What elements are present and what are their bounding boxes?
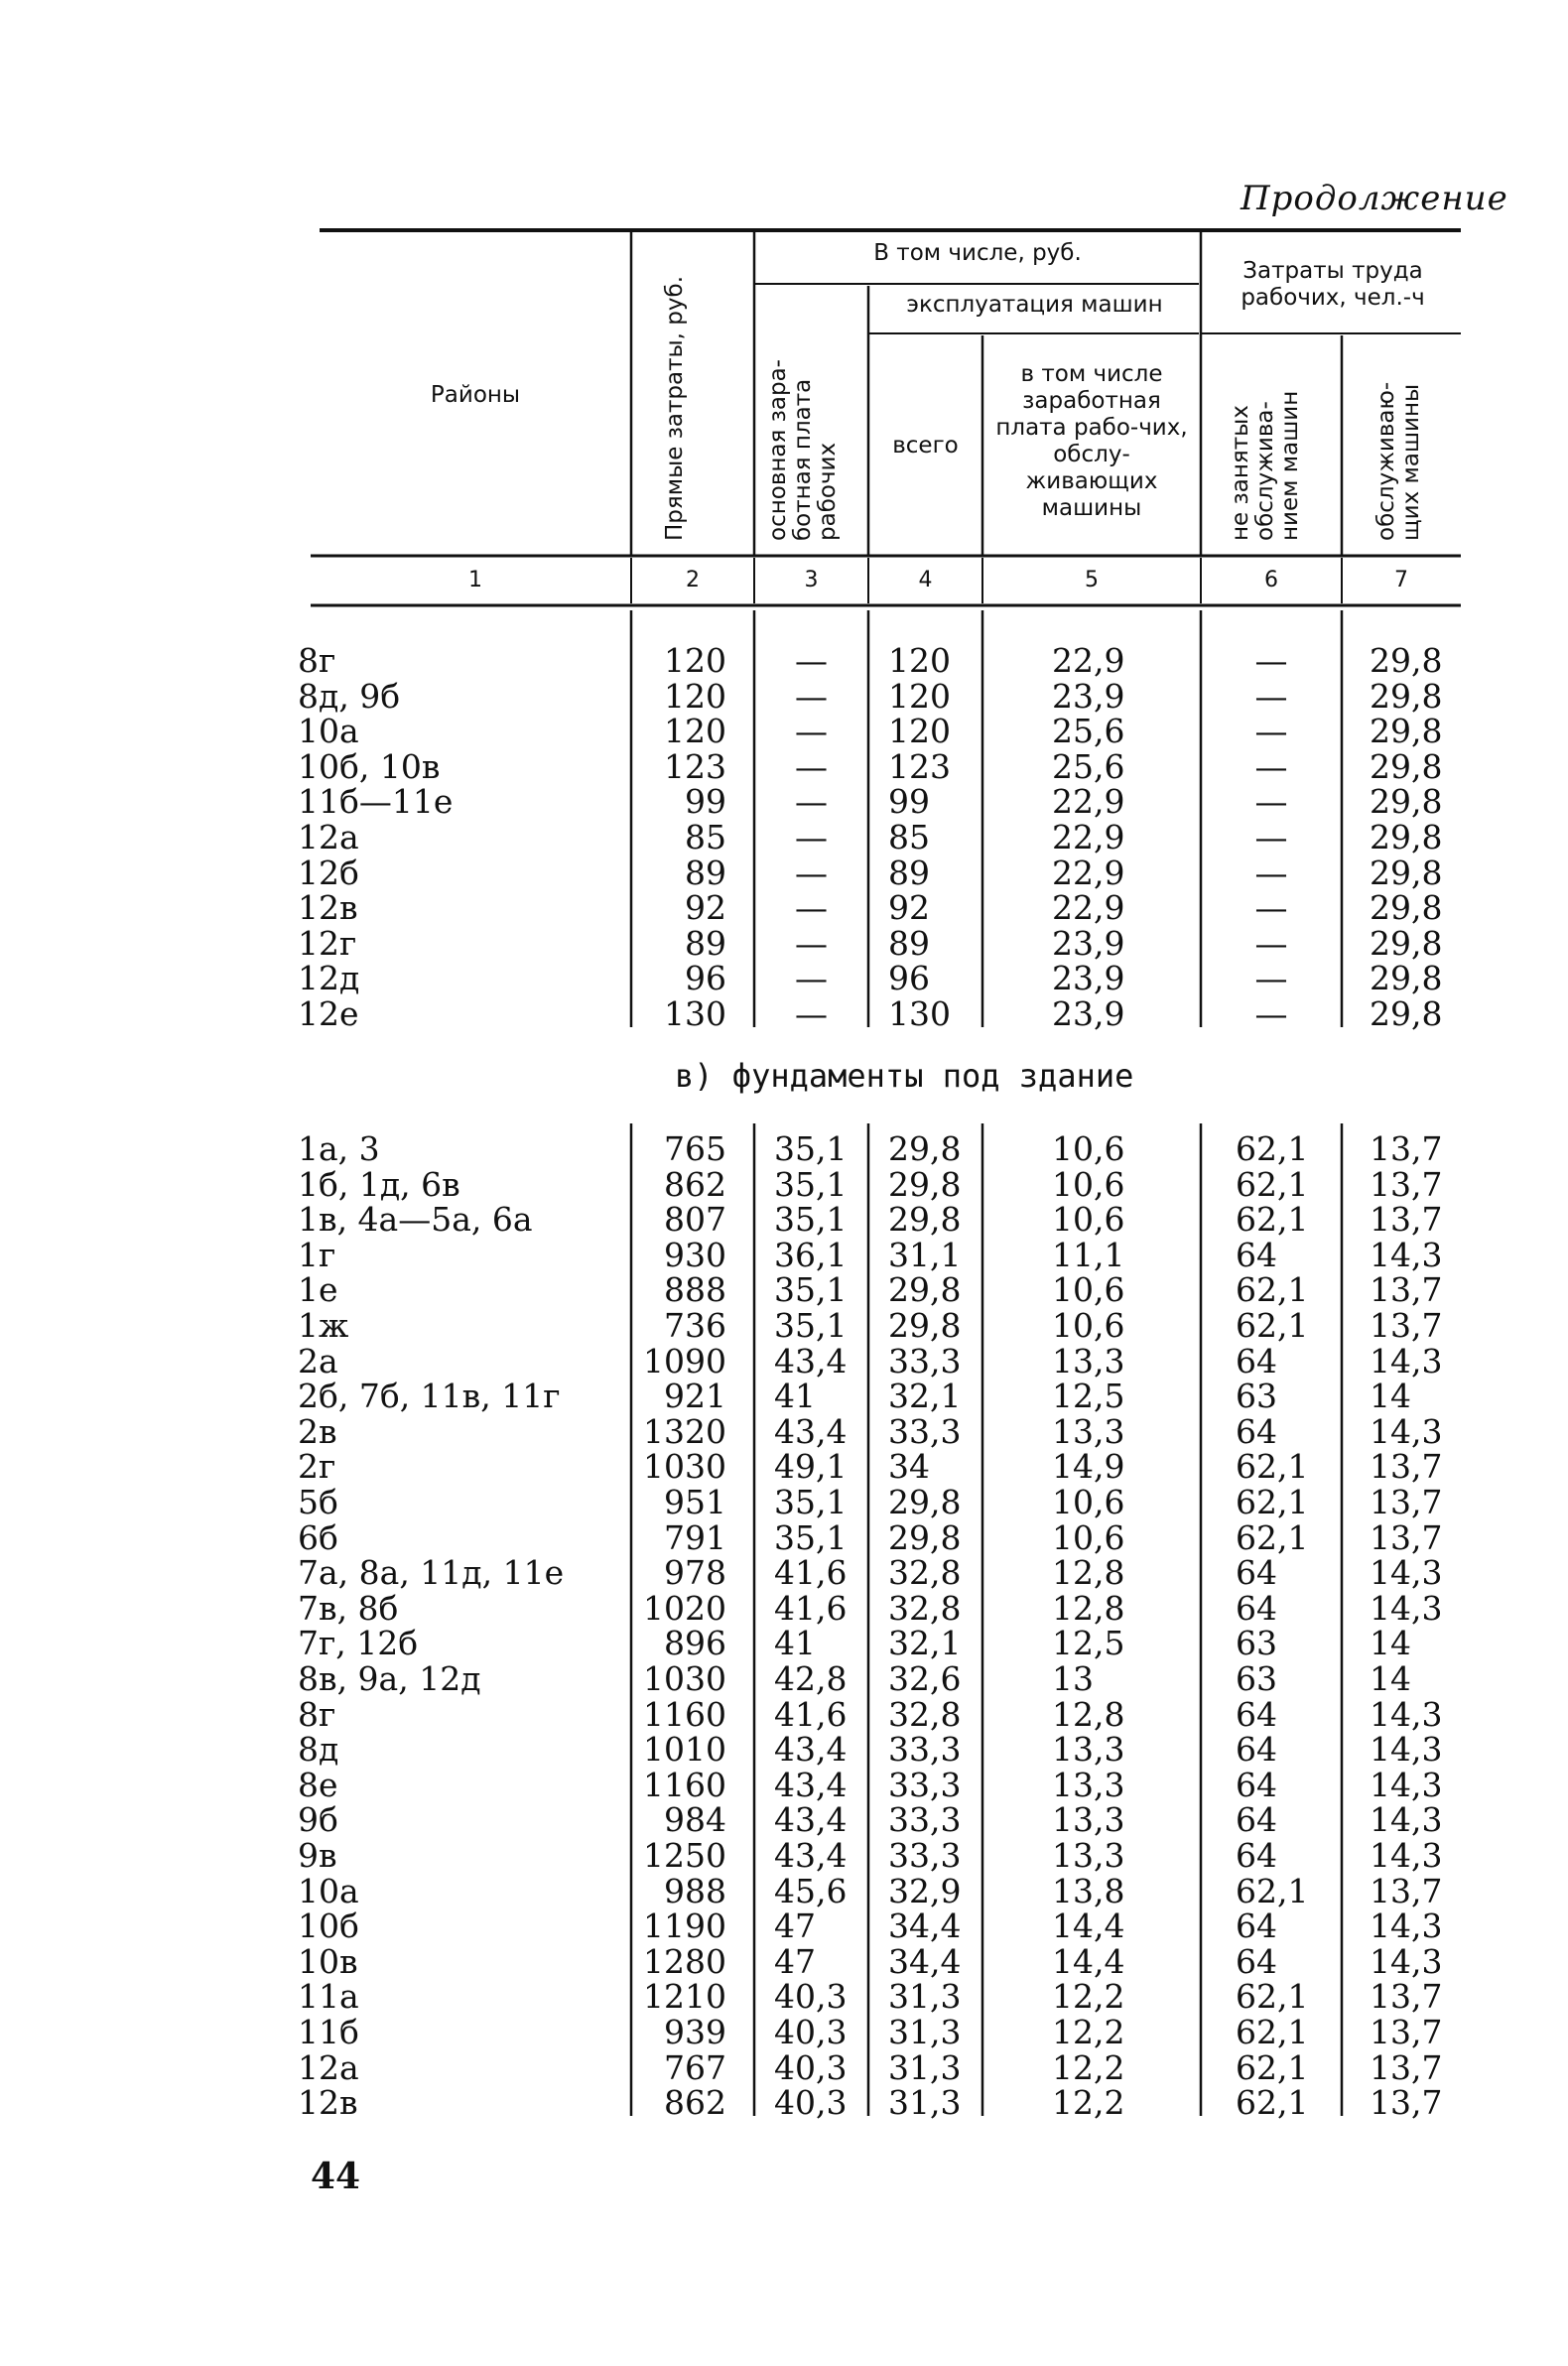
row-value-col-3: 35,1	[774, 1483, 848, 1521]
row-value-col-5: 12,5	[1052, 1377, 1125, 1416]
row-value-col-2: 939	[664, 2013, 726, 2051]
row-value-col-4: 31,3	[888, 2013, 962, 2051]
col-num-3: 3	[804, 568, 819, 592]
row-value-col-2: 930	[664, 1235, 726, 1274]
row-value-col-6: 62,1	[1236, 1200, 1309, 1240]
row-value-col-7: 29,8	[1370, 923, 1443, 963]
row-value-col-3: —	[795, 959, 828, 998]
row-value-col-6: 64	[1236, 1836, 1277, 1875]
row-region-label: 9б	[298, 1800, 338, 1840]
row-region-label: 12в	[298, 2083, 358, 2123]
row-value-col-3: 35,1	[774, 1200, 848, 1240]
row-value-col-7: 14,3	[1370, 1694, 1443, 1734]
row-value-col-3: 41,6	[774, 1553, 848, 1593]
row-value-col-3: 35,1	[774, 1129, 848, 1168]
row-value-col-4: 33,3	[888, 1730, 962, 1770]
row-value-col-5: 22,9	[1052, 853, 1125, 892]
row-value-col-6: —	[1254, 959, 1288, 998]
row-value-col-2: 120	[664, 676, 726, 716]
row-value-col-4: 31,3	[888, 2083, 962, 2123]
row-value-col-3: —	[795, 818, 828, 856]
row-value-col-4: 32,8	[888, 1694, 962, 1734]
row-value-col-7: 14,3	[1370, 1588, 1443, 1628]
row-region-label: 12г	[298, 923, 357, 963]
row-value-col-5: 14,4	[1052, 1906, 1125, 1946]
row-region-label: 10б	[298, 1906, 359, 1946]
row-value-col-3: 43,4	[774, 1765, 848, 1804]
row-value-col-5: 23,9	[1052, 994, 1125, 1033]
row-value-col-5: 13	[1052, 1659, 1094, 1698]
row-value-col-4: 89	[888, 853, 930, 892]
row-value-col-7: 13,7	[1370, 1483, 1443, 1521]
header-not-busy: не занятых обслужива-нием машин	[1228, 390, 1303, 541]
row-value-col-4: 32,8	[888, 1553, 962, 1593]
row-value-col-4: 29,8	[888, 1270, 962, 1310]
row-value-col-2: 988	[664, 1871, 726, 1910]
row-region-label: 2в	[298, 1411, 337, 1451]
row-region-label: 1б, 1д, 6в	[298, 1164, 460, 1204]
row-value-col-7: 13,7	[1370, 1306, 1443, 1345]
row-value-col-7: 29,8	[1370, 994, 1443, 1033]
row-value-col-5: 13,3	[1052, 1800, 1125, 1840]
row-value-col-7: 13,7	[1370, 2013, 1443, 2051]
row-value-col-2: 123	[664, 746, 726, 786]
header-direct-costs: Прямые затраты, руб.	[662, 275, 688, 541]
row-value-col-3: 40,3	[774, 1977, 848, 2017]
row-value-col-3: —	[795, 888, 828, 928]
row-value-col-6: 64	[1236, 1588, 1277, 1628]
row-value-col-7: 29,8	[1370, 853, 1443, 892]
row-value-col-5: 23,9	[1052, 959, 1125, 998]
row-value-col-5: 12,8	[1052, 1553, 1125, 1593]
row-value-col-5: 11,1	[1052, 1235, 1125, 1274]
row-region-label: 5б	[298, 1483, 338, 1521]
row-value-col-4: 32,8	[888, 1588, 962, 1628]
row-value-col-5: 10,6	[1052, 1483, 1125, 1521]
row-value-col-6: 62,1	[1236, 1129, 1309, 1168]
row-value-col-7: 29,8	[1370, 746, 1443, 786]
row-value-col-6: 64	[1236, 1411, 1277, 1451]
row-value-col-2: 807	[664, 1200, 726, 1240]
row-value-col-5: 13,3	[1052, 1730, 1125, 1770]
header-group-machines: эксплуатация машин	[906, 292, 1163, 318]
row-value-col-6: 62,1	[1236, 1306, 1309, 1345]
row-value-col-4: 123	[888, 746, 951, 786]
row-region-label: 1а, 3	[298, 1129, 380, 1168]
row-value-col-3: 40,3	[774, 2083, 848, 2123]
row-value-col-5: 10,6	[1052, 1164, 1125, 1204]
row-value-col-4: 120	[888, 676, 951, 716]
row-value-col-3: 41	[774, 1377, 816, 1416]
header-serving: обслуживаю-щих машины	[1373, 381, 1424, 541]
row-value-col-3: 43,4	[774, 1341, 848, 1380]
row-value-col-5: 12,2	[1052, 2047, 1125, 2087]
row-value-col-6: 62,1	[1236, 1977, 1309, 2017]
row-value-col-7: 14,3	[1370, 1765, 1443, 1804]
row-value-col-6: 64	[1236, 1906, 1277, 1946]
row-value-col-2: 89	[685, 923, 726, 963]
row-value-col-7: 14,3	[1370, 1235, 1443, 1274]
row-value-col-6: 64	[1236, 1730, 1277, 1770]
row-value-col-7: 29,8	[1370, 959, 1443, 998]
row-value-col-2: 92	[685, 888, 726, 928]
row-value-col-3: —	[795, 712, 828, 751]
row-region-label: 1в, 4а—5а, 6а	[298, 1200, 533, 1240]
row-value-col-2: 1030	[643, 1659, 726, 1698]
row-region-label: 8е	[298, 1765, 338, 1804]
row-value-col-2: 791	[664, 1517, 726, 1557]
row-value-col-3: 42,8	[774, 1659, 848, 1698]
row-value-col-6: 64	[1236, 1553, 1277, 1593]
row-value-col-7: 13,7	[1370, 1164, 1443, 1204]
row-value-col-5: 25,6	[1052, 712, 1125, 751]
row-region-label: 12д	[298, 959, 360, 998]
row-value-col-7: 29,8	[1370, 676, 1443, 716]
row-value-col-6: 62,1	[1236, 2083, 1309, 2123]
row-value-col-7: 13,7	[1370, 1517, 1443, 1557]
row-value-col-5: 12,2	[1052, 2013, 1125, 2051]
row-value-col-7: 13,7	[1370, 2047, 1443, 2087]
col-num-4: 4	[918, 568, 933, 592]
row-region-label: 10а	[298, 712, 359, 751]
row-value-col-3: —	[795, 923, 828, 963]
row-value-col-6: 64	[1236, 1341, 1277, 1380]
row-value-col-2: 921	[664, 1377, 726, 1416]
row-value-col-6: 62,1	[1236, 1447, 1309, 1487]
row-value-col-7: 13,7	[1370, 1977, 1443, 2017]
header-group-including: В том числе, руб.	[873, 240, 1082, 266]
row-value-col-3: 36,1	[774, 1235, 848, 1274]
row-value-col-7: 14,3	[1370, 1730, 1443, 1770]
row-value-col-6: —	[1254, 818, 1288, 856]
row-region-label: 2г	[298, 1447, 336, 1487]
row-region-label: 8д, 9б	[298, 676, 401, 716]
row-region-label: 7в, 8б	[298, 1588, 399, 1628]
row-region-label: 12а	[298, 2047, 359, 2087]
row-value-col-2: 1020	[643, 1588, 726, 1628]
header-group-labor: Затраты труда рабочих, чел.-ч	[1241, 258, 1425, 311]
row-value-col-3: 47	[774, 1906, 816, 1946]
row-value-col-6: 64	[1236, 1941, 1277, 1981]
row-value-col-2: 984	[664, 1800, 726, 1840]
row-value-col-4: 31,1	[888, 1235, 962, 1274]
row-value-col-4: 29,8	[888, 1306, 962, 1345]
row-value-col-4: 29,8	[888, 1483, 962, 1521]
row-value-col-2: 1320	[643, 1411, 726, 1451]
row-value-col-2: 1250	[643, 1836, 726, 1875]
row-value-col-4: 33,3	[888, 1411, 962, 1451]
row-value-col-6: 63	[1236, 1659, 1277, 1698]
row-value-col-4: 29,8	[888, 1129, 962, 1168]
row-value-col-2: 767	[664, 2047, 726, 2087]
row-value-col-5: 25,6	[1052, 746, 1125, 786]
row-value-col-5: 14,9	[1052, 1447, 1125, 1487]
row-value-col-2: 85	[685, 818, 726, 856]
row-value-col-4: 120	[888, 641, 951, 680]
row-value-col-3: 45,6	[774, 1871, 848, 1910]
row-region-label: 9в	[298, 1836, 337, 1875]
row-value-col-6: —	[1254, 994, 1288, 1033]
row-value-col-7: 14	[1370, 1377, 1411, 1416]
row-region-label: 8в, 9а, 12д	[298, 1659, 481, 1698]
row-value-col-4: 32,1	[888, 1624, 962, 1663]
row-value-col-6: 64	[1236, 1765, 1277, 1804]
row-value-col-4: 31,3	[888, 2047, 962, 2087]
row-value-col-6: —	[1254, 712, 1288, 751]
row-value-col-2: 1010	[643, 1730, 726, 1770]
row-value-col-6: 63	[1236, 1624, 1277, 1663]
row-region-label: 1г	[298, 1235, 336, 1274]
row-value-col-6: 62,1	[1236, 1871, 1309, 1910]
row-value-col-2: 130	[664, 994, 726, 1033]
row-value-col-7: 29,8	[1370, 782, 1443, 822]
row-value-col-4: 29,8	[888, 1517, 962, 1557]
row-value-col-6: 62,1	[1236, 1517, 1309, 1557]
row-value-col-2: 736	[664, 1306, 726, 1345]
row-value-col-2: 96	[685, 959, 726, 998]
row-value-col-2: 120	[664, 712, 726, 751]
row-value-col-4: 33,3	[888, 1341, 962, 1380]
row-value-col-7: 14,3	[1370, 1836, 1443, 1875]
row-value-col-4: 120	[888, 712, 951, 751]
col-num-7: 7	[1394, 568, 1408, 592]
row-region-label: 12а	[298, 818, 359, 856]
row-value-col-2: 89	[685, 853, 726, 892]
row-region-label: 11б	[298, 2013, 359, 2051]
row-value-col-5: 22,9	[1052, 641, 1125, 680]
row-value-col-3: —	[795, 853, 828, 892]
row-value-col-4: 96	[888, 959, 930, 998]
row-value-col-6: —	[1254, 888, 1288, 928]
row-region-label: 1е	[298, 1270, 338, 1310]
row-value-col-5: 14,4	[1052, 1941, 1125, 1981]
col-num-2: 2	[686, 568, 700, 592]
row-value-col-5: 22,9	[1052, 888, 1125, 928]
row-value-col-3: 35,1	[774, 1164, 848, 1204]
row-value-col-7: 13,7	[1370, 1871, 1443, 1910]
row-value-col-3: 35,1	[774, 1270, 848, 1310]
row-value-col-3: 43,4	[774, 1411, 848, 1451]
row-value-col-2: 978	[664, 1553, 726, 1593]
row-value-col-7: 13,7	[1370, 2083, 1443, 2123]
row-value-col-3: 41,6	[774, 1694, 848, 1734]
row-value-col-4: 31,3	[888, 1977, 962, 2017]
row-value-col-4: 29,8	[888, 1164, 962, 1204]
row-value-col-2: 896	[664, 1624, 726, 1663]
row-region-label: 12б	[298, 853, 359, 892]
row-value-col-2: 1030	[643, 1447, 726, 1487]
row-value-col-4: 92	[888, 888, 930, 928]
row-value-col-7: 14,3	[1370, 1411, 1443, 1451]
row-value-col-2: 1190	[643, 1906, 726, 1946]
row-value-col-5: 22,9	[1052, 782, 1125, 822]
row-value-col-6: —	[1254, 746, 1288, 786]
row-region-label: 1ж	[298, 1306, 349, 1345]
row-value-col-7: 14,3	[1370, 1906, 1443, 1946]
row-value-col-5: 13,3	[1052, 1836, 1125, 1875]
row-value-col-6: —	[1254, 641, 1288, 680]
row-value-col-6: 63	[1236, 1377, 1277, 1416]
row-value-col-5: 13,3	[1052, 1411, 1125, 1451]
row-value-col-3: 43,4	[774, 1800, 848, 1840]
row-value-col-5: 10,6	[1052, 1129, 1125, 1168]
row-value-col-2: 951	[664, 1483, 726, 1521]
row-value-col-4: 29,8	[888, 1200, 962, 1240]
row-region-label: 10а	[298, 1871, 359, 1910]
row-value-col-7: 29,8	[1370, 641, 1443, 680]
row-region-label: 8г	[298, 641, 336, 680]
row-value-col-2: 1160	[643, 1694, 726, 1734]
row-value-col-5: 10,6	[1052, 1200, 1125, 1240]
row-region-label: 2б, 7б, 11в, 11г	[298, 1377, 561, 1416]
col-num-5: 5	[1085, 568, 1099, 592]
row-value-col-2: 1210	[643, 1977, 726, 2017]
row-value-col-3: 35,1	[774, 1517, 848, 1557]
row-value-col-6: 62,1	[1236, 2047, 1309, 2087]
row-value-col-4: 34	[888, 1447, 930, 1487]
row-value-col-2: 888	[664, 1270, 726, 1310]
row-value-col-6: 62,1	[1236, 1483, 1309, 1521]
header-total: всего	[892, 433, 959, 459]
row-value-col-6: —	[1254, 676, 1288, 716]
header-machine-wage: в том числе заработная плата рабо-чих, обслу-живающих машины	[995, 361, 1188, 521]
row-value-col-3: —	[795, 994, 828, 1033]
row-region-label: 11б—11е	[298, 782, 454, 822]
row-value-col-7: 13,7	[1370, 1200, 1443, 1240]
row-value-col-7: 29,8	[1370, 818, 1443, 856]
row-value-col-6: 64	[1236, 1235, 1277, 1274]
row-value-col-7: 14	[1370, 1624, 1411, 1663]
row-value-col-4: 33,3	[888, 1836, 962, 1875]
row-value-col-3: 40,3	[774, 2013, 848, 2051]
row-region-label: 8г	[298, 1694, 336, 1734]
row-value-col-2: 862	[664, 1164, 726, 1204]
row-value-col-6: —	[1254, 923, 1288, 963]
row-value-col-3: 35,1	[774, 1306, 848, 1345]
row-region-label: 7а, 8а, 11д, 11е	[298, 1553, 565, 1593]
row-value-col-5: 10,6	[1052, 1270, 1125, 1310]
row-value-col-6: 62,1	[1236, 2013, 1309, 2051]
row-value-col-4: 89	[888, 923, 930, 963]
row-value-col-7: 14,3	[1370, 1341, 1443, 1380]
continuation-label: Продолжение	[1241, 179, 1508, 218]
row-value-col-7: 29,8	[1370, 888, 1443, 928]
row-value-col-3: 43,4	[774, 1836, 848, 1875]
row-region-label: 7г, 12б	[298, 1624, 419, 1663]
row-value-col-3: 47	[774, 1941, 816, 1981]
row-value-col-6: —	[1254, 782, 1288, 822]
row-region-label: 12в	[298, 888, 358, 928]
row-value-col-4: 32,9	[888, 1871, 962, 1910]
row-value-col-4: 33,3	[888, 1765, 962, 1804]
row-value-col-5: 12,8	[1052, 1694, 1125, 1734]
row-value-col-3: 49,1	[774, 1447, 848, 1487]
section-title-foundations: в) фундаменты под здание	[675, 1057, 1134, 1095]
page-number: 44	[311, 2156, 361, 2197]
row-value-col-5: 13,3	[1052, 1341, 1125, 1380]
row-region-label: 10в	[298, 1941, 358, 1981]
row-value-col-4: 34,4	[888, 1941, 962, 1981]
row-region-label: 6б	[298, 1517, 338, 1557]
row-value-col-7: 14,3	[1370, 1800, 1443, 1840]
row-value-col-4: 32,6	[888, 1659, 962, 1698]
row-value-col-3: —	[795, 746, 828, 786]
row-region-label: 12е	[298, 994, 359, 1033]
row-value-col-7: 13,7	[1370, 1447, 1443, 1487]
row-value-col-2: 1280	[643, 1941, 726, 1981]
row-value-col-7: 13,7	[1370, 1270, 1443, 1310]
row-value-col-5: 10,6	[1052, 1306, 1125, 1345]
row-value-col-6: 62,1	[1236, 1164, 1309, 1204]
row-value-col-2: 99	[685, 782, 726, 822]
row-value-col-3: 41	[774, 1624, 816, 1663]
row-value-col-4: 32,1	[888, 1377, 962, 1416]
row-value-col-2: 765	[664, 1129, 726, 1168]
header-base-wage: основная зара-ботная плата рабочих	[765, 359, 841, 541]
row-value-col-3: —	[795, 782, 828, 822]
row-value-col-5: 13,8	[1052, 1871, 1125, 1910]
row-value-col-2: 1090	[643, 1341, 726, 1380]
row-value-col-6: 64	[1236, 1800, 1277, 1840]
row-value-col-3: 41,6	[774, 1588, 848, 1628]
row-region-label: 8д	[298, 1730, 339, 1770]
row-region-label: 2а	[298, 1341, 338, 1380]
row-value-col-5: 12,2	[1052, 1977, 1125, 2017]
row-value-col-5: 12,5	[1052, 1624, 1125, 1663]
row-value-col-5: 23,9	[1052, 923, 1125, 963]
row-value-col-2: 1160	[643, 1765, 726, 1804]
row-value-col-4: 33,3	[888, 1800, 962, 1840]
row-region-label: 10б, 10в	[298, 746, 441, 786]
row-value-col-5: 10,6	[1052, 1517, 1125, 1557]
row-value-col-4: 85	[888, 818, 930, 856]
header-regions: Районы	[430, 382, 521, 408]
row-value-col-5: 22,9	[1052, 818, 1125, 856]
row-value-col-7: 29,8	[1370, 712, 1443, 751]
row-value-col-6: 62,1	[1236, 1270, 1309, 1310]
row-value-col-3: —	[795, 676, 828, 716]
row-value-col-7: 14,3	[1370, 1553, 1443, 1593]
row-value-col-2: 120	[664, 641, 726, 680]
row-value-col-5: 12,8	[1052, 1588, 1125, 1628]
row-value-col-6: —	[1254, 853, 1288, 892]
row-value-col-2: 862	[664, 2083, 726, 2123]
row-value-col-5: 12,2	[1052, 2083, 1125, 2123]
col-num-6: 6	[1264, 568, 1278, 592]
row-value-col-4: 130	[888, 994, 951, 1033]
row-value-col-7: 14	[1370, 1659, 1411, 1698]
row-value-col-4: 34,4	[888, 1906, 962, 1946]
row-value-col-7: 13,7	[1370, 1129, 1443, 1168]
row-value-col-4: 99	[888, 782, 930, 822]
row-value-col-5: 23,9	[1052, 676, 1125, 716]
row-value-col-7: 14,3	[1370, 1941, 1443, 1981]
row-value-col-3: 40,3	[774, 2047, 848, 2087]
row-value-col-5: 13,3	[1052, 1765, 1125, 1804]
row-region-label: 11а	[298, 1977, 359, 2017]
row-value-col-3: 43,4	[774, 1730, 848, 1770]
row-value-col-3: —	[795, 641, 828, 680]
row-value-col-6: 64	[1236, 1694, 1277, 1734]
col-num-1: 1	[468, 568, 482, 592]
